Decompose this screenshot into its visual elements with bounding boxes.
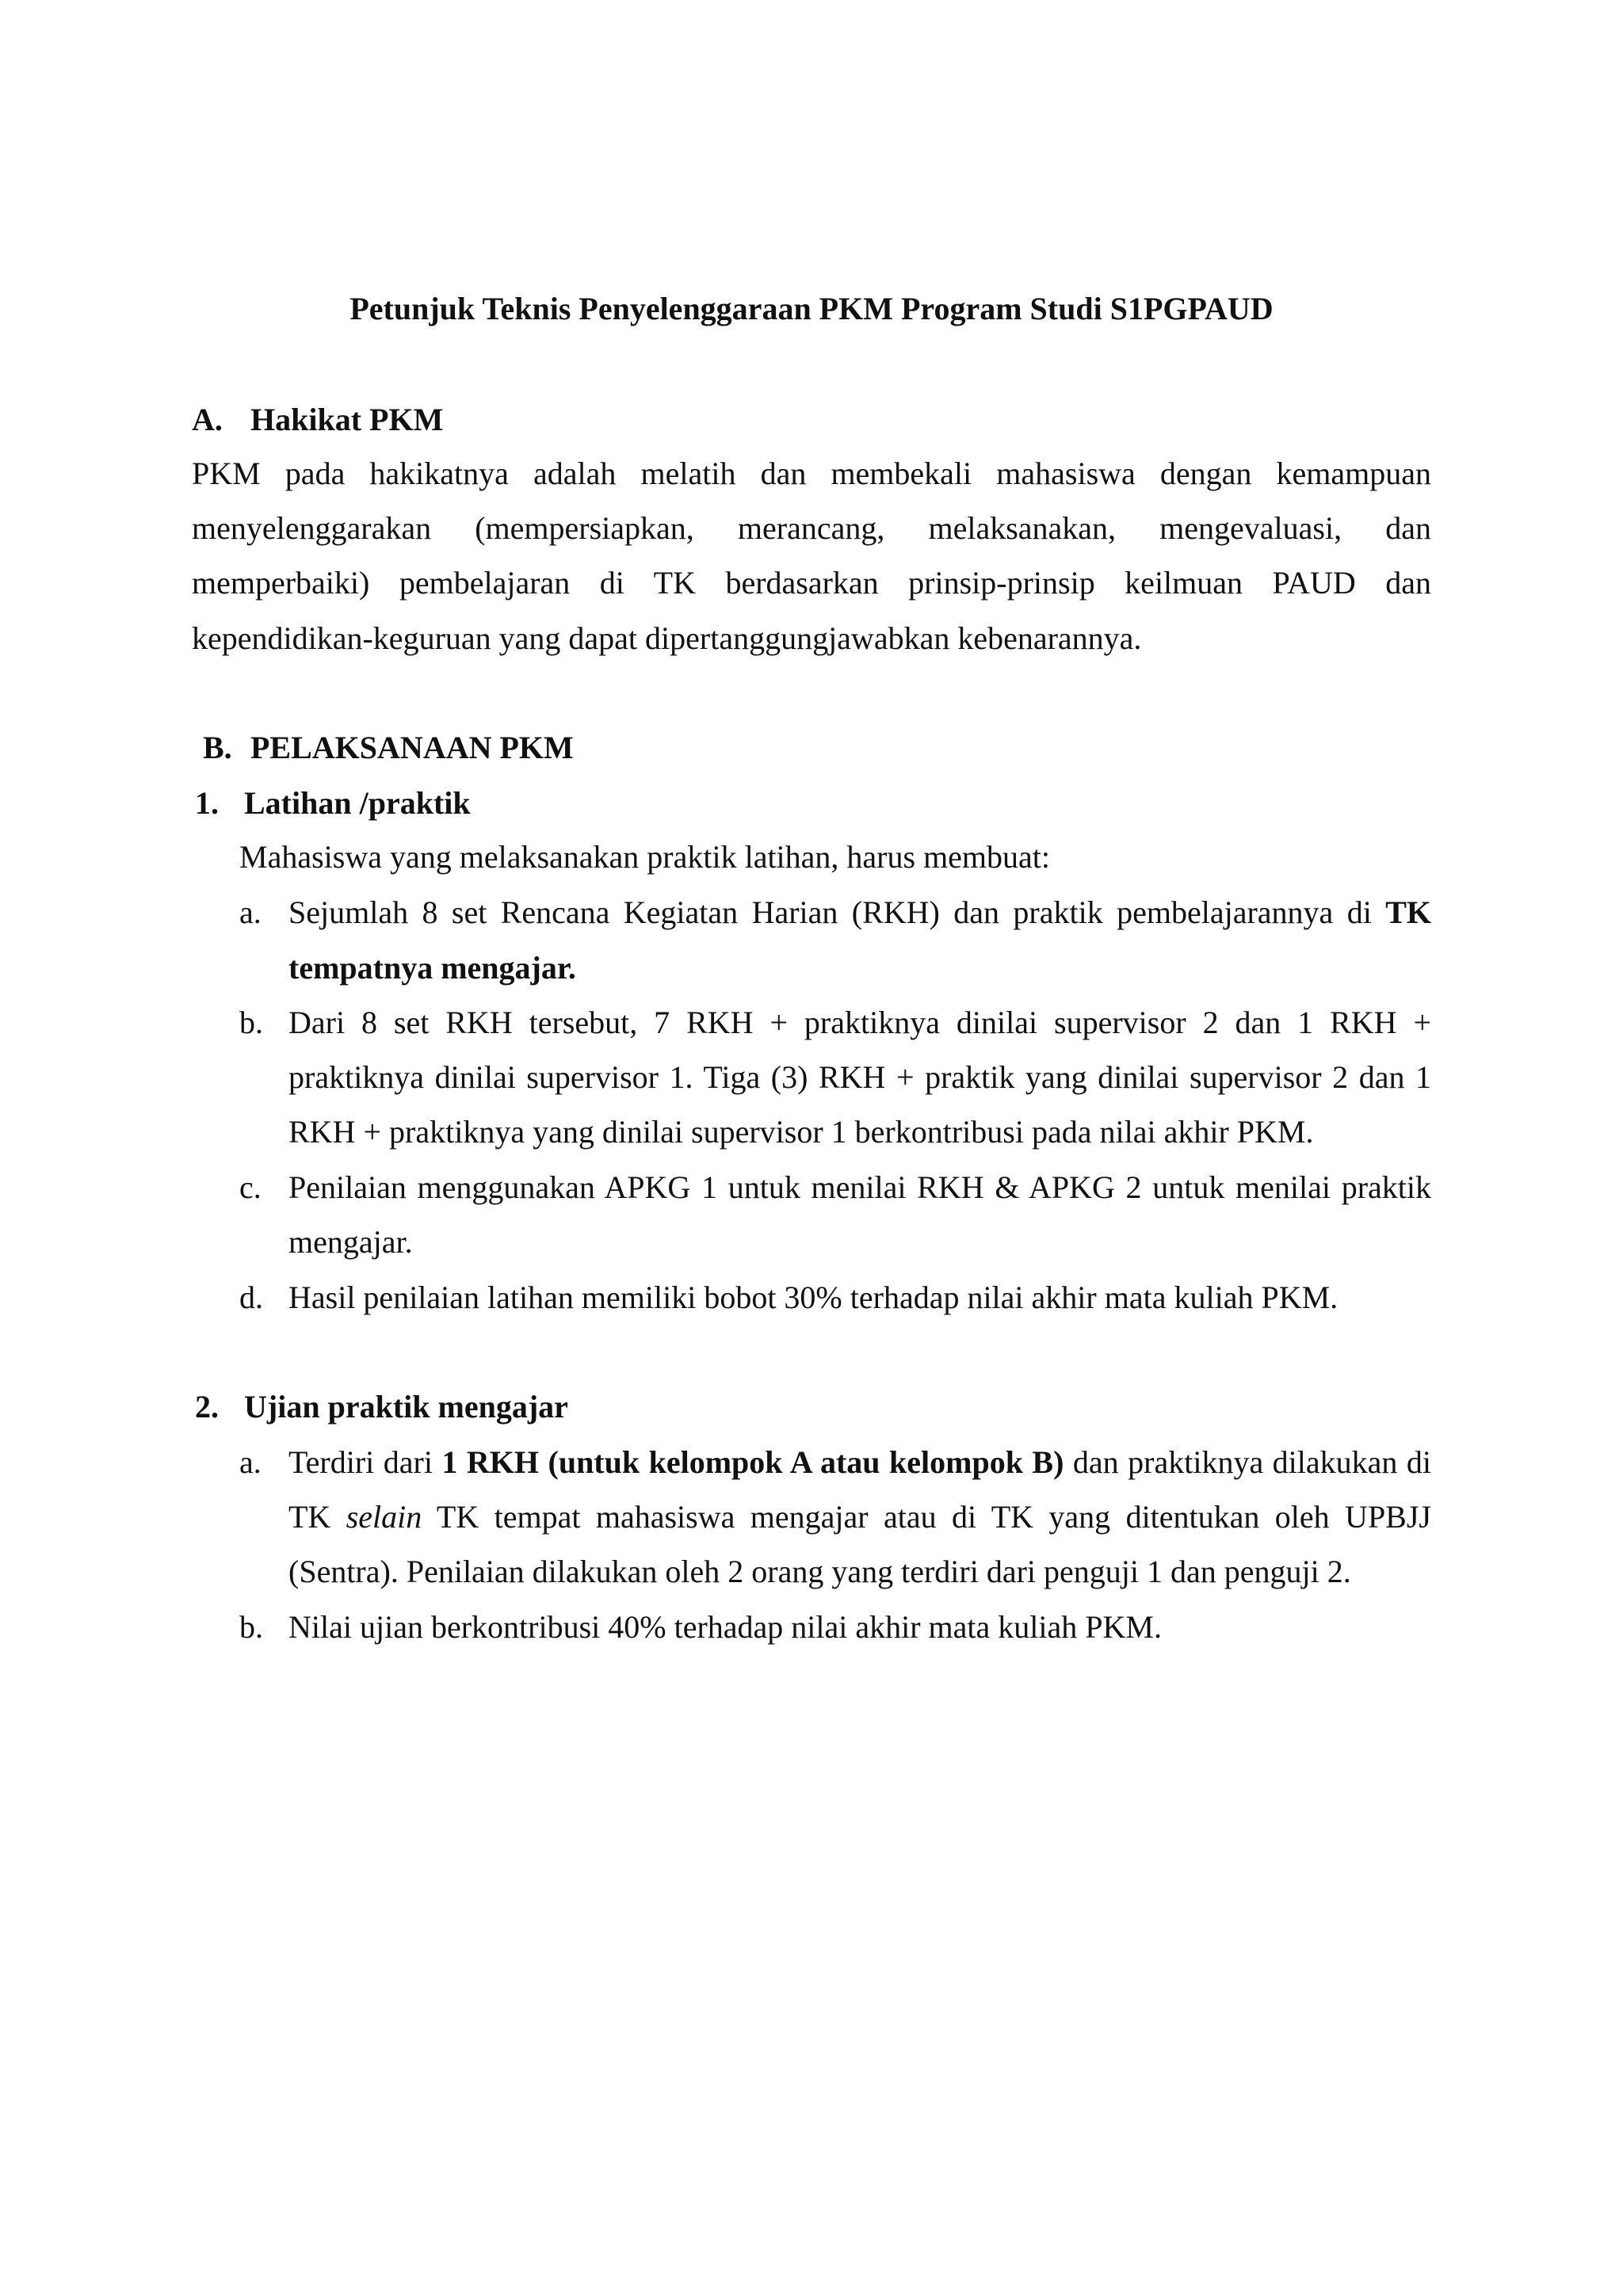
item-2a-line-2-post: TK tempat mahasiswa mengajar atau di TK yang ditentukan oleh UPBJJ [422,1499,1431,1535]
item-1b-marker: b. [239,1005,263,1040]
section-a-heading: Hakikat PKM [250,402,444,437]
item-1a-line-1-bold: TK [1385,894,1431,930]
subsection-2-heading: Ujian praktik mengajar [244,1389,568,1425]
section-b-marker: B. [203,730,232,765]
item-2b-marker: b. [239,1609,263,1645]
item-2a-line-1 [288,1444,1431,1482]
item-1c-marker: c. [239,1169,262,1205]
section-a-line-4: kependidikan-keguruan yang dapat dipertanggungjawabkan kebenarannya. [192,620,1142,656]
item-2a-line-2 [288,1498,1431,1536]
section-a-line-1: PKM pada hakikatnya adalah melatih dan membekali mahasiswa dengan kemampuan [192,456,1431,491]
item-2a-line-2-pre: TK [288,1499,346,1535]
subsection-1-intro: Mahasiswa yang melaksanakan praktik latihan, harus membuat: [239,839,1051,875]
item-2a-line-1-bold: 1 RKH (untuk kelompok A atau kelompok B) [441,1444,1064,1480]
item-2a-line-1-pre: Terdiri dari [288,1444,442,1480]
item-2b-line-1: Nilai ujian berkontribusi 40% terhadap nilai akhir mata kuliah PKM. [288,1609,1162,1645]
item-2a-line-2-italic: selain [346,1499,422,1535]
item-1d-line-1: Hasil penilaian latihan memiliki bobot 30% terhadap nilai akhir mata kuliah PKM. [288,1280,1338,1315]
item-2a-marker: a. [239,1444,262,1480]
item-1b-line-1: Dari 8 set RKH tersebut, 7 RKH + praktiknya dinilai supervisor 2 dan 1 RKH + [288,1005,1431,1040]
subsection-1-heading: Latihan /praktik [244,785,471,821]
section-a-line-3: memperbaiki) pembelajaran di TK berdasarkan prinsip-prinsip keilmuan PAUD dan [192,565,1431,601]
document-title: Petunjuk Teknis Penyelenggaraan PKM Program Studi S1PGPAUD [349,291,1274,326]
item-2a-line-3: (Sentra). Penilaian dilakukan oleh 2 orang yang terdiri dari penguji 1 dan penguji 2. [288,1554,1351,1589]
section-a-marker: A. [192,402,223,437]
subsection-1-marker: 1. [195,785,219,821]
item-1b-line-2: praktiknya dinilai supervisor 1. Tiga (3) RKH + praktik yang dinilai supervisor 2 dan 1 [288,1059,1431,1095]
item-1b-line-3: RKH + praktiknya yang dinilai supervisor 1 berkontribusi pada nilai akhir PKM. [288,1114,1314,1150]
item-1a-marker: a. [239,894,262,930]
item-1a-line-1-text: Sejumlah 8 set Rencana Kegiatan Harian (RKH) dan praktik pembelajarannya di [288,894,1386,930]
item-1c-line-1: Penilaian menggunakan APKG 1 untuk menilai RKH & APKG 2 untuk menilai praktik [288,1169,1431,1205]
item-1a-line-2: tempatnya mengajar. [288,950,576,986]
item-1c-line-2: mengajar. [288,1224,413,1260]
item-2a-line-1-post: dan praktiknya dilakukan di [1064,1444,1432,1480]
item-1d-marker: d. [239,1280,263,1315]
section-a-line-2: menyelenggarakan (mempersiapkan, merancang, melaksanakan, mengevaluasi, dan [192,510,1431,546]
subsection-2-marker: 2. [195,1389,219,1425]
item-1a-line-1 [288,894,1431,932]
section-b-heading: PELAKSANAAN PKM [250,730,574,765]
